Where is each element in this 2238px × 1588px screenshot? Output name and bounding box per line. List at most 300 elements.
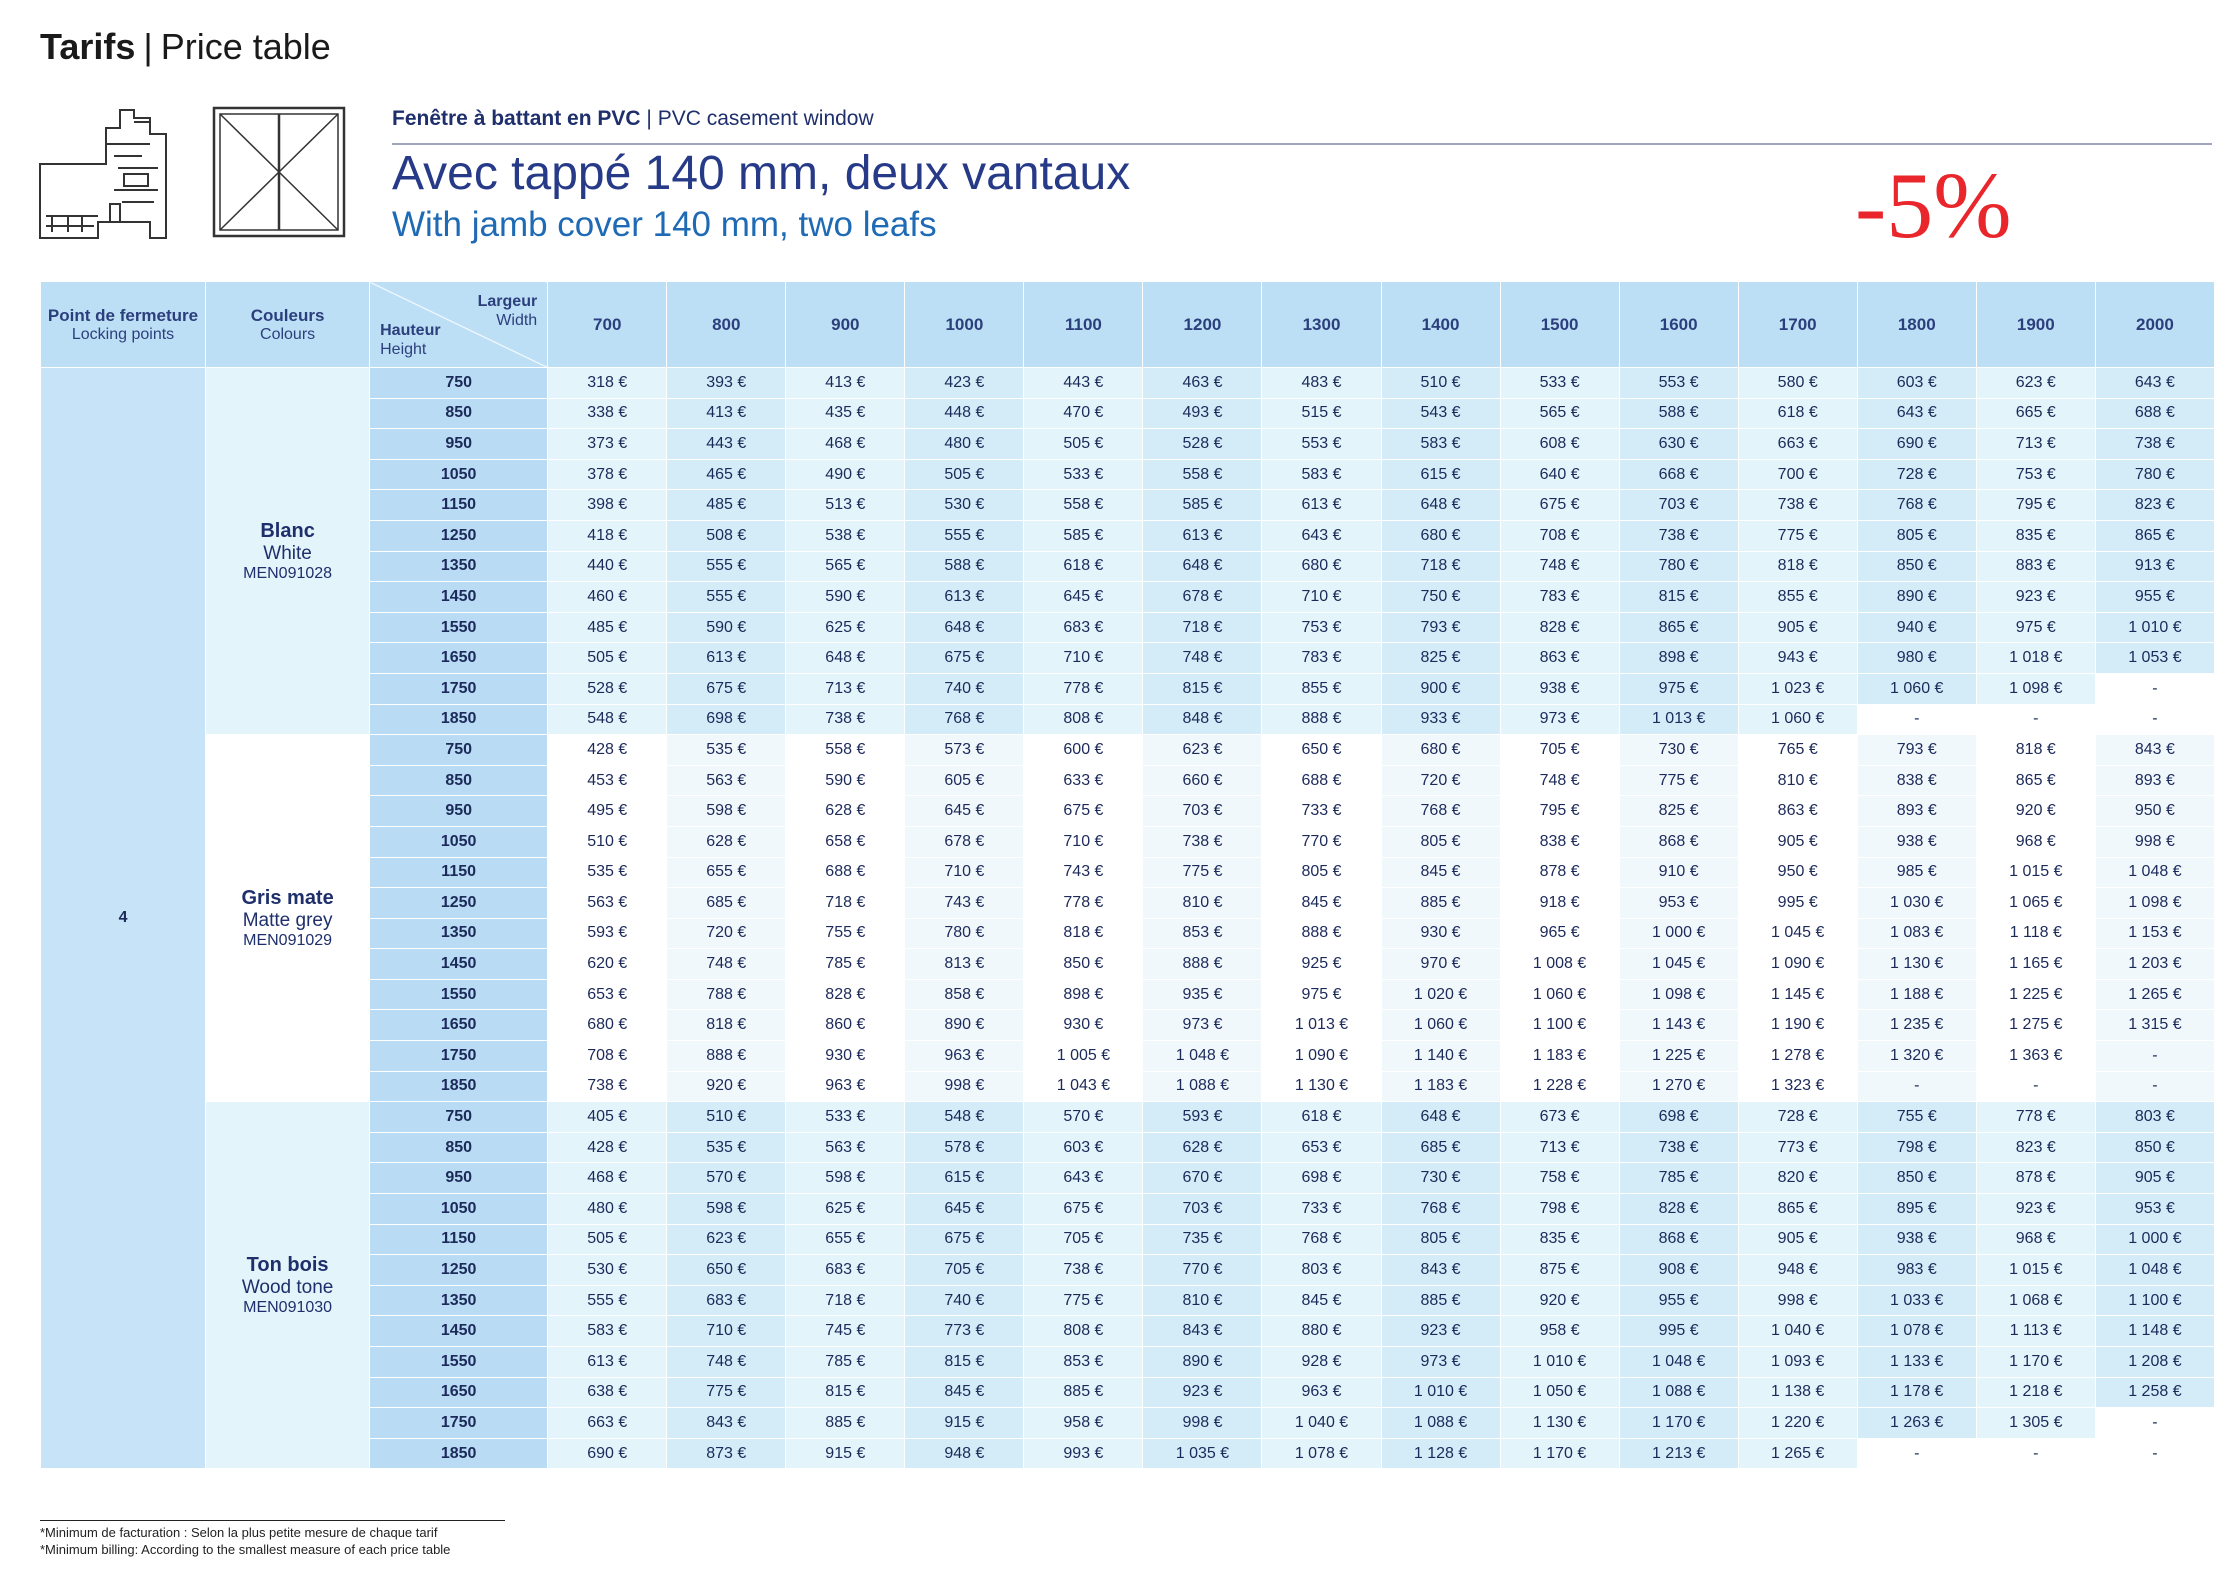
price-cell: 555 € [548, 1285, 667, 1316]
price-cell: 868 € [1619, 826, 1738, 857]
price-cell: 648 € [1381, 1102, 1500, 1133]
width-header-1900: 1900 [1976, 282, 2095, 368]
price-cell: - [1857, 1438, 1976, 1469]
price-cell: 675 € [905, 643, 1024, 674]
price-cell: 958 € [1500, 1316, 1619, 1347]
price-cell: 845 € [1262, 1285, 1381, 1316]
colour-group-cell [206, 368, 370, 735]
price-cell: 465 € [667, 459, 786, 490]
price-cell: 435 € [786, 398, 905, 429]
price-cell: 885 € [786, 1408, 905, 1439]
price-cell: 663 € [548, 1408, 667, 1439]
price-cell: 785 € [786, 949, 905, 980]
price-cell: 738 € [548, 1071, 667, 1102]
height-value: 1550 [370, 979, 548, 1010]
price-cell: 905 € [1738, 826, 1857, 857]
price-cell: 1 015 € [1976, 1255, 2095, 1286]
price-cell: 773 € [905, 1316, 1024, 1347]
price-cell: 648 € [786, 643, 905, 674]
price-cell: 1 048 € [1143, 1041, 1262, 1072]
colours-header [206, 282, 370, 368]
height-value: 1850 [370, 1071, 548, 1102]
price-cell: 463 € [1143, 368, 1262, 399]
price-cell: 923 € [1976, 1194, 2095, 1225]
price-cell: 1 130 € [1857, 949, 1976, 980]
price-cell: 1 213 € [1619, 1438, 1738, 1469]
price-cell: 900 € [1381, 673, 1500, 704]
table-row [41, 735, 2215, 766]
price-cell: 865 € [2095, 520, 2214, 551]
price-cell: 973 € [1381, 1347, 1500, 1378]
price-cell: 1 113 € [1976, 1316, 2095, 1347]
price-cell: 508 € [667, 520, 786, 551]
price-cell: 570 € [667, 1163, 786, 1194]
price-cell: 413 € [786, 368, 905, 399]
height-value: 1350 [370, 551, 548, 582]
price-cell: - [1857, 704, 1976, 735]
price-cell: 755 € [786, 918, 905, 949]
width-header-700: 700 [548, 282, 667, 368]
width-label-fr: Largeur [477, 293, 538, 310]
colour-name-en: Matte grey [242, 909, 333, 931]
price-cell: 618 € [1738, 398, 1857, 429]
price-cell: 510 € [667, 1102, 786, 1133]
price-cell: 880 € [1262, 1316, 1381, 1347]
price-cell: 738 € [1619, 520, 1738, 551]
width-header-1600: 1600 [1619, 282, 1738, 368]
price-cell: 700 € [1738, 459, 1857, 490]
price-cell: 915 € [905, 1408, 1024, 1439]
price-cell: 338 € [548, 398, 667, 429]
price-cell: 1 100 € [1500, 1010, 1619, 1041]
price-cell: 1 065 € [1976, 888, 2095, 919]
price-cell: 898 € [1619, 643, 1738, 674]
height-value: 1850 [370, 704, 548, 735]
price-cell: 1 000 € [2095, 1224, 2214, 1255]
price-cell: 995 € [1738, 888, 1857, 919]
price-cell: 913 € [2095, 551, 2214, 582]
price-cell: 765 € [1738, 735, 1857, 766]
price-cell: 810 € [1143, 1285, 1262, 1316]
price-cell: 843 € [1143, 1316, 1262, 1347]
price-cell: 608 € [1500, 429, 1619, 460]
price-cell: 770 € [1143, 1255, 1262, 1286]
price-cell: 1 060 € [1857, 673, 1976, 704]
price-cell: 958 € [1024, 1408, 1143, 1439]
price-cell: 613 € [1143, 520, 1262, 551]
price-cell: 785 € [1619, 1163, 1738, 1194]
width-axis-label [478, 292, 538, 330]
price-cell: 778 € [1024, 673, 1143, 704]
price-cell: 735 € [1143, 1224, 1262, 1255]
height-value: 750 [370, 735, 548, 766]
price-cell: 1 060 € [1381, 1010, 1500, 1041]
height-value: 1750 [370, 673, 548, 704]
price-cell: 815 € [1619, 582, 1738, 613]
price-cell: 453 € [548, 765, 667, 796]
width-header-900: 900 [786, 282, 905, 368]
price-cell: 1 098 € [1619, 979, 1738, 1010]
colour-reference: MEN091029 [243, 931, 333, 949]
price-cell: 815 € [905, 1347, 1024, 1378]
price-cell: 845 € [905, 1377, 1024, 1408]
price-cell: 618 € [1262, 1102, 1381, 1133]
price-cell: 923 € [1381, 1316, 1500, 1347]
price-cell: 930 € [1024, 1010, 1143, 1041]
price-cell: 645 € [905, 1194, 1024, 1225]
height-value: 1750 [370, 1408, 548, 1439]
price-cell: 1 323 € [1738, 1071, 1857, 1102]
price-cell: 863 € [1500, 643, 1619, 674]
price-cell: 1 013 € [1262, 1010, 1381, 1041]
colour-name-en: Wood tone [241, 1276, 334, 1298]
width-header-1000: 1000 [905, 282, 1024, 368]
price-cell: 1 045 € [1738, 918, 1857, 949]
price-cell: 630 € [1619, 429, 1738, 460]
price-cell: 980 € [1857, 643, 1976, 674]
price-cell: 468 € [786, 429, 905, 460]
price-cell: 643 € [1262, 520, 1381, 551]
price-cell: 1 048 € [2095, 857, 2214, 888]
price-cell: 1 010 € [2095, 612, 2214, 643]
price-cell: 738 € [1619, 1132, 1738, 1163]
price-cell: 713 € [1500, 1132, 1619, 1163]
price-cell: 598 € [667, 1194, 786, 1225]
price-cell: 865 € [1619, 612, 1738, 643]
price-cell: 815 € [1143, 673, 1262, 704]
height-value: 1250 [370, 520, 548, 551]
price-cell: 950 € [1738, 857, 1857, 888]
height-value: 850 [370, 398, 548, 429]
price-cell: 528 € [1143, 429, 1262, 460]
price-cell: 940 € [1857, 612, 1976, 643]
price-cell: 828 € [786, 979, 905, 1010]
price-cell: 753 € [1976, 459, 2095, 490]
price-cell: 675 € [905, 1224, 1024, 1255]
height-value: 850 [370, 1132, 548, 1163]
price-cell: 1 153 € [2095, 918, 2214, 949]
price-cell: 1 258 € [2095, 1377, 2214, 1408]
price-cell: 1 053 € [2095, 643, 2214, 674]
price-cell: 660 € [1143, 765, 1262, 796]
colour-name-fr: Blanc [260, 519, 315, 542]
price-cell: 1 035 € [1143, 1438, 1262, 1469]
price-cell: 748 € [1143, 643, 1262, 674]
price-cell: 663 € [1738, 429, 1857, 460]
price-cell: 768 € [1381, 1194, 1500, 1225]
price-cell: 1 188 € [1857, 979, 1976, 1010]
price-cell: 995 € [1619, 1316, 1738, 1347]
price-cell: 908 € [1619, 1255, 1738, 1286]
price-cell: 893 € [1857, 796, 1976, 827]
price-cell: 1 045 € [1619, 949, 1738, 980]
price-cell: 808 € [1024, 704, 1143, 735]
price-cell: 895 € [1857, 1194, 1976, 1225]
price-cell: 655 € [667, 857, 786, 888]
price-cell: 428 € [548, 1132, 667, 1163]
height-value: 1450 [370, 582, 548, 613]
footnote-rule [40, 1520, 505, 1521]
price-cell: 955 € [2095, 582, 2214, 613]
price-cell: 740 € [905, 673, 1024, 704]
price-cell: 585 € [1143, 490, 1262, 521]
price-cell: 423 € [905, 368, 1024, 399]
price-cell: 950 € [2095, 796, 2214, 827]
height-value: 1350 [370, 1285, 548, 1316]
price-cell: 690 € [1857, 429, 1976, 460]
price-cell: 733 € [1262, 1194, 1381, 1225]
price-cell: 535 € [548, 857, 667, 888]
price-cell: 1 208 € [2095, 1347, 2214, 1378]
price-cell: 570 € [1024, 1102, 1143, 1133]
price-cell: 1 128 € [1381, 1438, 1500, 1469]
price-cell: 1 093 € [1738, 1347, 1857, 1378]
price-cell: 613 € [667, 643, 786, 674]
price-cell: 655 € [786, 1224, 905, 1255]
height-value: 1550 [370, 1347, 548, 1378]
price-cell: 893 € [2095, 765, 2214, 796]
price-cell: 923 € [1976, 582, 2095, 613]
price-cell: 783 € [1500, 582, 1619, 613]
price-cell: 710 € [667, 1316, 786, 1347]
price-cell: 470 € [1024, 398, 1143, 429]
price-cell: 485 € [667, 490, 786, 521]
price-cell: 838 € [1500, 826, 1619, 857]
price-cell: 853 € [1143, 918, 1262, 949]
price-cell: 888 € [1262, 704, 1381, 735]
price-cell: 963 € [1262, 1377, 1381, 1408]
price-cell: 510 € [548, 826, 667, 857]
price-cell: 593 € [1143, 1102, 1262, 1133]
price-cell: 548 € [905, 1102, 1024, 1133]
price-cell: 583 € [548, 1316, 667, 1347]
price-cell: 825 € [1381, 643, 1500, 674]
price-cell: 1 015 € [1976, 857, 2095, 888]
price-cell: 1 265 € [2095, 979, 2214, 1010]
price-cell: 713 € [1976, 429, 2095, 460]
price-cell: 625 € [786, 612, 905, 643]
price-cell: 1 088 € [1381, 1408, 1500, 1439]
price-cell: 965 € [1500, 918, 1619, 949]
price-cell: 428 € [548, 735, 667, 766]
price-cell: 885 € [1024, 1377, 1143, 1408]
height-value: 950 [370, 429, 548, 460]
price-cell: 1 178 € [1857, 1377, 1976, 1408]
width-header-1300: 1300 [1262, 282, 1381, 368]
price-cell: 1 090 € [1738, 949, 1857, 980]
price-cell: 768 € [1381, 796, 1500, 827]
price-cell: 683 € [1024, 612, 1143, 643]
price-cell: 675 € [1024, 1194, 1143, 1225]
price-cell: 968 € [1976, 826, 2095, 857]
price-cell: 705 € [1024, 1224, 1143, 1255]
price-cell: 623 € [1976, 368, 2095, 399]
price-cell: 598 € [667, 796, 786, 827]
price-cell: 1 363 € [1976, 1041, 2095, 1072]
price-cell: 1 033 € [1857, 1285, 1976, 1316]
price-cell: 1 145 € [1738, 979, 1857, 1010]
price-cell: 1 130 € [1500, 1408, 1619, 1439]
price-cell: 775 € [1024, 1285, 1143, 1316]
price-cell: 905 € [1738, 612, 1857, 643]
price-cell: 648 € [905, 612, 1024, 643]
price-cell: 1 203 € [2095, 949, 2214, 980]
height-value: 1250 [370, 1255, 548, 1286]
price-cell: 678 € [905, 826, 1024, 857]
price-cell: 620 € [548, 949, 667, 980]
price-cell: 738 € [2095, 429, 2214, 460]
price-cell: 533 € [1500, 368, 1619, 399]
price-cell: 778 € [1976, 1102, 2095, 1133]
price-cell: 920 € [1976, 796, 2095, 827]
locking-points-value: 4 [41, 368, 206, 1469]
price-cell: 883 € [1976, 551, 2095, 582]
price-cell: 938 € [1500, 673, 1619, 704]
price-cell: 670 € [1143, 1163, 1262, 1194]
price-cell: 613 € [905, 582, 1024, 613]
price-cell: 1 138 € [1738, 1377, 1857, 1408]
price-cell: 705 € [1500, 735, 1619, 766]
price-cell: 905 € [2095, 1163, 2214, 1194]
price-cell: 593 € [548, 918, 667, 949]
price-cell: 998 € [2095, 826, 2214, 857]
price-cell: 973 € [1143, 1010, 1262, 1041]
colour-reference: MEN091028 [243, 564, 333, 582]
price-cell: - [1857, 1071, 1976, 1102]
price-cell: 645 € [1024, 582, 1143, 613]
price-cell: 810 € [1738, 765, 1857, 796]
product-type [392, 107, 874, 131]
two-leaf-window-icon [214, 108, 344, 236]
price-cell: 828 € [1500, 612, 1619, 643]
price-cell: 773 € [1738, 1132, 1857, 1163]
price-cell: 615 € [905, 1163, 1024, 1194]
height-value: 1050 [370, 1194, 548, 1225]
price-cell: 603 € [1857, 368, 1976, 399]
price-cell: - [1976, 1071, 2095, 1102]
price-cell: 603 € [1024, 1132, 1143, 1163]
price-cell: 1 010 € [1500, 1347, 1619, 1378]
price-cell: 1 050 € [1500, 1377, 1619, 1408]
price-cell: 750 € [1381, 582, 1500, 613]
price-cell: 683 € [667, 1285, 786, 1316]
price-cell: 975 € [1976, 612, 2095, 643]
price-cell: 485 € [548, 612, 667, 643]
price-cell: 1 225 € [1619, 1041, 1738, 1072]
price-cell: 920 € [1500, 1285, 1619, 1316]
colour-group-cell [206, 1102, 370, 1469]
price-cell: 1 263 € [1857, 1408, 1976, 1439]
price-cell: 923 € [1143, 1377, 1262, 1408]
height-value: 1850 [370, 1438, 548, 1469]
price-cell: 698 € [1619, 1102, 1738, 1133]
price-cell: 710 € [1024, 643, 1143, 674]
price-cell: 1 005 € [1024, 1041, 1143, 1072]
price-cell: 855 € [1738, 582, 1857, 613]
price-cell: 973 € [1500, 704, 1619, 735]
price-cell: 1 218 € [1976, 1377, 2095, 1408]
price-cell: 890 € [1857, 582, 1976, 613]
price-cell: 1 048 € [1619, 1347, 1738, 1378]
price-cell: 675 € [1500, 490, 1619, 521]
price-cell: 1 148 € [2095, 1316, 2214, 1347]
price-cell: - [2095, 1071, 2214, 1102]
price-cell: 730 € [1381, 1163, 1500, 1194]
price-cell: 838 € [1857, 765, 1976, 796]
price-cell: 873 € [667, 1438, 786, 1469]
price-cell: 443 € [1024, 368, 1143, 399]
price-cell: 1 170 € [1976, 1347, 2095, 1378]
price-cell: 515 € [1262, 398, 1381, 429]
price-cell: 703 € [1143, 796, 1262, 827]
header-rule [392, 143, 2212, 145]
price-cell: 680 € [1262, 551, 1381, 582]
price-cell: 590 € [786, 582, 905, 613]
price-cell: 1 060 € [1738, 704, 1857, 735]
price-cell: 373 € [548, 429, 667, 460]
price-cell: 780 € [1619, 551, 1738, 582]
price-cell: 650 € [667, 1255, 786, 1286]
price-cell: 393 € [667, 368, 786, 399]
price-cell: 818 € [1976, 735, 2095, 766]
price-cell: 648 € [1381, 490, 1500, 521]
product-type-separator: | [646, 107, 652, 130]
height-value: 1250 [370, 888, 548, 919]
price-cell: 688 € [1262, 765, 1381, 796]
price-cell: - [1976, 1438, 2095, 1469]
price-cell: 675 € [1024, 796, 1143, 827]
price-cell: 1 083 € [1857, 918, 1976, 949]
price-cell: 1 320 € [1857, 1041, 1976, 1072]
price-cell: 1 228 € [1500, 1071, 1619, 1102]
price-cell: 1 183 € [1500, 1041, 1619, 1072]
price-cell: 850 € [1024, 949, 1143, 980]
price-cell: 738 € [1738, 490, 1857, 521]
price-cell: 785 € [786, 1347, 905, 1378]
price-cell: 650 € [1262, 735, 1381, 766]
price-cell: 748 € [667, 1347, 786, 1378]
price-cell: 775 € [1738, 520, 1857, 551]
price-cell: 505 € [1024, 429, 1143, 460]
price-cell: 1 000 € [1619, 918, 1738, 949]
width-header-1800: 1800 [1857, 282, 1976, 368]
price-cell: 718 € [1381, 551, 1500, 582]
price-cell: 890 € [905, 1010, 1024, 1041]
price-cell: 885 € [1381, 888, 1500, 919]
height-value: 1650 [370, 1377, 548, 1408]
price-cell: 648 € [1143, 551, 1262, 582]
price-cell: 775 € [667, 1377, 786, 1408]
price-cell: 748 € [1500, 765, 1619, 796]
height-value: 850 [370, 765, 548, 796]
price-cell: 460 € [548, 582, 667, 613]
price-cell: 848 € [1143, 704, 1262, 735]
price-cell: 818 € [1024, 918, 1143, 949]
product-title-en: With jamb cover 140 mm, two leafs [392, 205, 937, 244]
width-header-1700: 1700 [1738, 282, 1857, 368]
price-cell: 803 € [2095, 1102, 2214, 1133]
price-cell: 745 € [786, 1316, 905, 1347]
price-cell: 963 € [786, 1071, 905, 1102]
price-cell: 578 € [905, 1132, 1024, 1163]
price-cell: 1 030 € [1857, 888, 1976, 919]
price-cell: 820 € [1738, 1163, 1857, 1194]
price-cell: 590 € [786, 765, 905, 796]
price-cell: 888 € [1262, 918, 1381, 949]
price-cell: - [2095, 1438, 2214, 1469]
price-cell: 588 € [905, 551, 1024, 582]
price-cell: 643 € [1857, 398, 1976, 429]
